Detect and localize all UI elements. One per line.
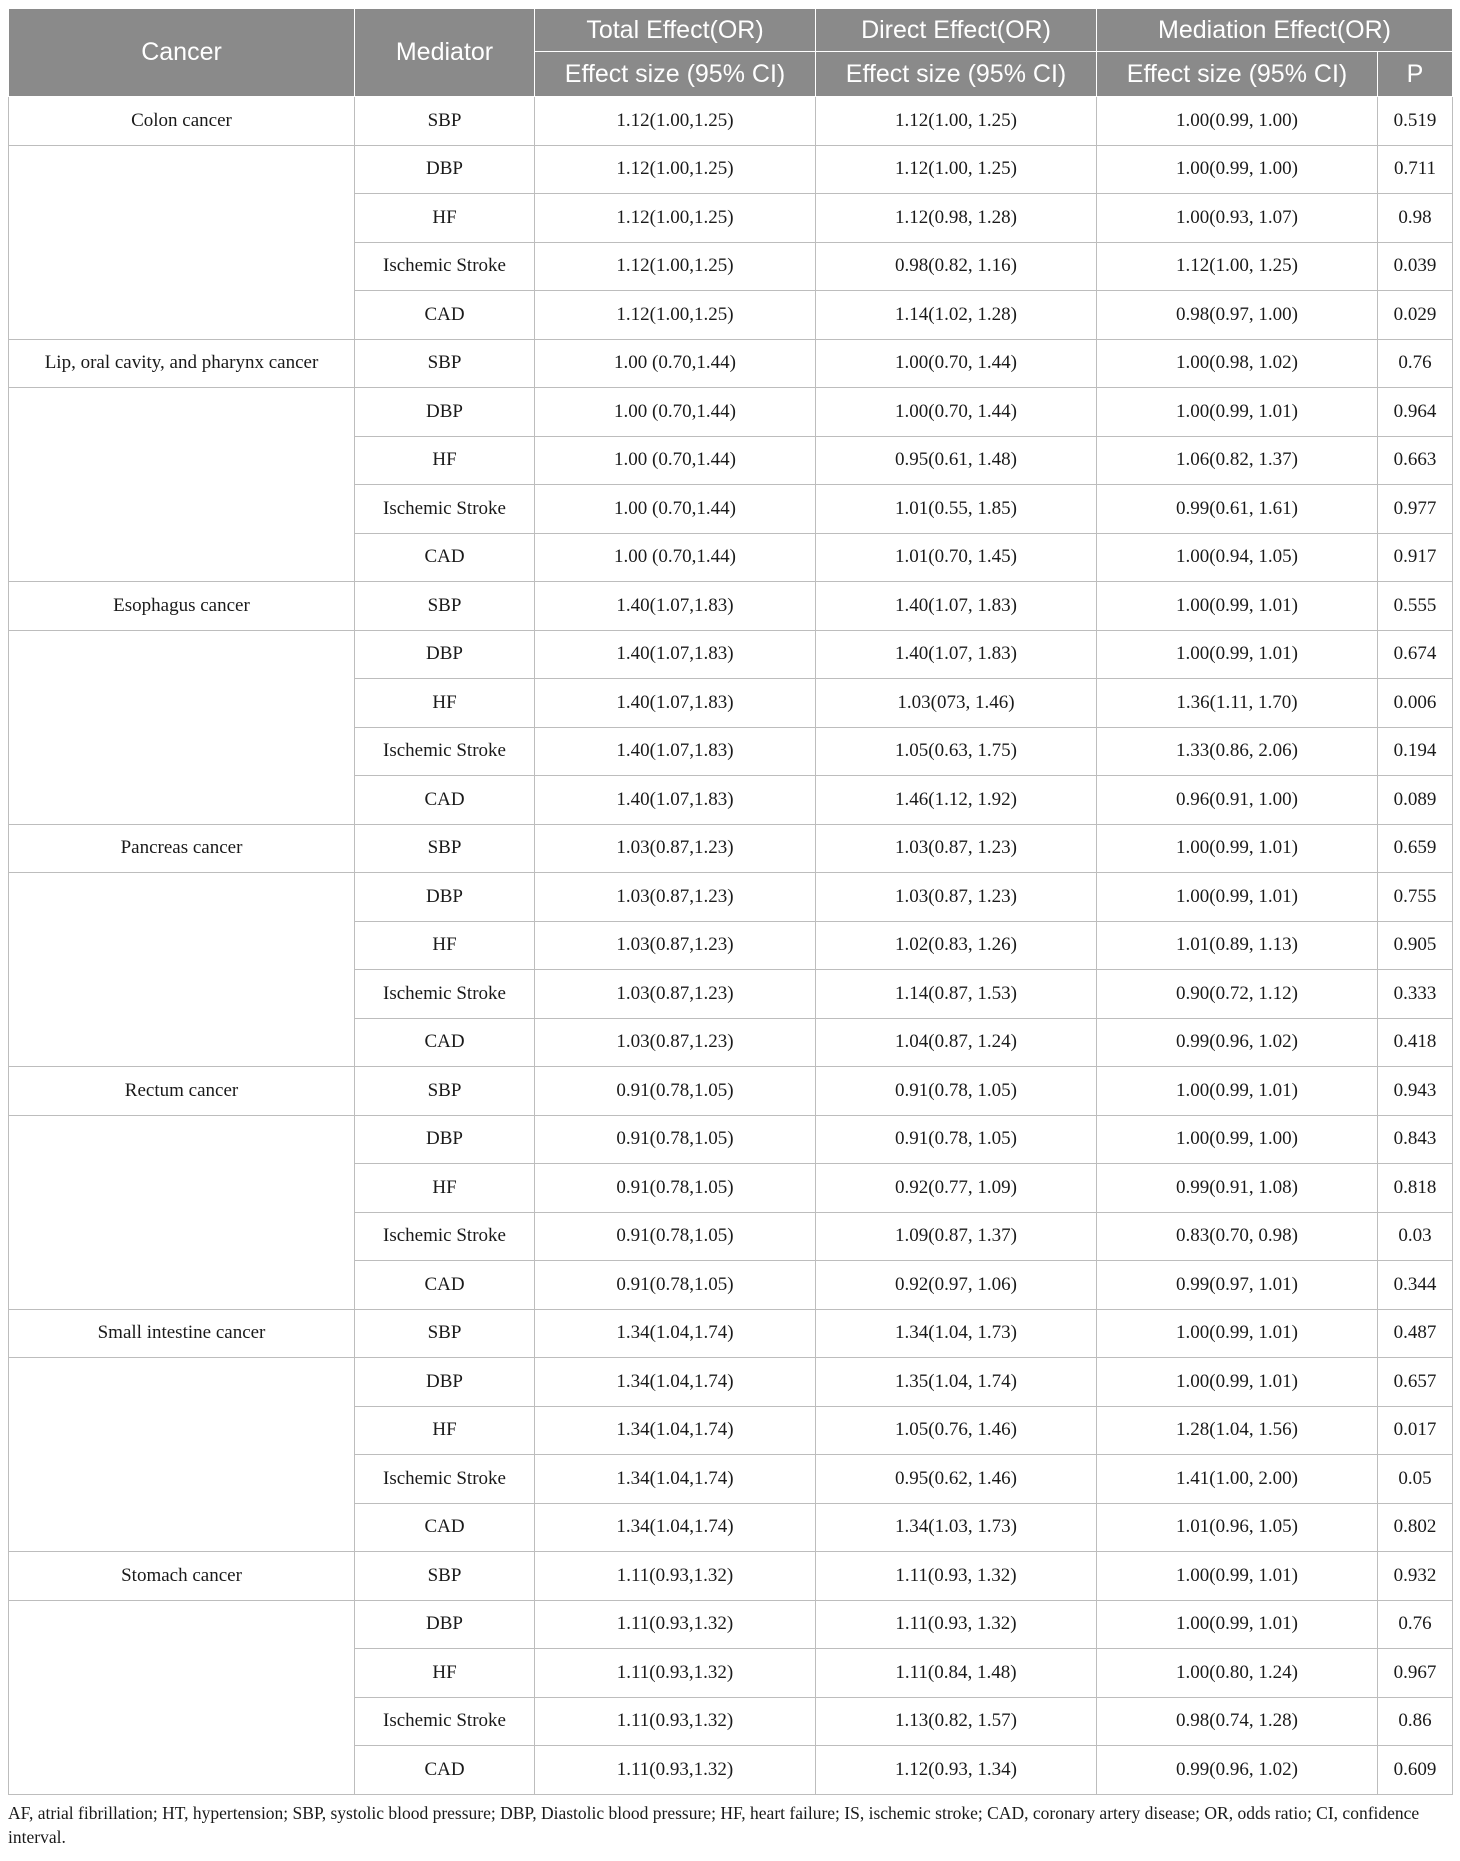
total-effect-cell: 1.11(0.93,1.32) [535,1600,816,1649]
p-value-cell: 0.905 [1378,921,1453,970]
direct-effect-cell: 1.11(0.93, 1.32) [816,1552,1097,1601]
total-effect-cell: 1.40(1.07,1.83) [535,630,816,679]
mediator-cell: Ischemic Stroke [355,970,535,1019]
mediation-effect-cell: 1.28(1.04, 1.56) [1097,1406,1378,1455]
mediation-effect-cell: 1.00(0.99, 1.00) [1097,145,1378,194]
total-effect-cell: 1.00 (0.70,1.44) [535,436,816,485]
cancer-cell [9,533,355,582]
table-row [9,1018,1453,1067]
mediation-effect-cell: 1.00(0.99, 1.01) [1097,1067,1378,1116]
total-effect-cell: 1.11(0.93,1.32) [535,1552,816,1601]
cancer-cell [9,1261,355,1310]
header-p: P [1378,52,1453,97]
table-row [9,97,1453,146]
total-effect-cell: 0.91(0.78,1.05) [535,1067,816,1116]
mediation-effect-cell: 0.98(0.97, 1.00) [1097,291,1378,340]
p-value-cell: 0.344 [1378,1261,1453,1310]
mediation-effect-cell: 1.00(0.99, 1.00) [1097,97,1378,146]
p-value-cell: 0.932 [1378,1552,1453,1601]
total-effect-cell: 1.03(0.87,1.23) [535,970,816,1019]
table-row [9,485,1453,534]
mediator-cell: CAD [355,533,535,582]
total-effect-cell: 1.00 (0.70,1.44) [535,533,816,582]
mediator-cell: CAD [355,1018,535,1067]
p-value-cell: 0.98 [1378,194,1453,243]
table-row [9,1455,1453,1504]
total-effect-cell: 0.91(0.78,1.05) [535,1115,816,1164]
table-row [9,242,1453,291]
table-row [9,339,1453,388]
total-effect-cell: 1.12(1.00,1.25) [535,194,816,243]
total-effect-cell: 1.34(1.04,1.74) [535,1455,816,1504]
mediation-effect-cell: 1.00(0.99, 1.01) [1097,1600,1378,1649]
p-value-cell: 0.843 [1378,1115,1453,1164]
total-effect-cell: 1.00 (0.70,1.44) [535,388,816,437]
table-row [9,1115,1453,1164]
total-effect-cell: 1.40(1.07,1.83) [535,727,816,776]
p-value-cell: 0.818 [1378,1164,1453,1213]
cancer-cell [9,1358,355,1407]
mediator-cell: Ischemic Stroke [355,1455,535,1504]
mediation-effect-cell: 0.99(0.61, 1.61) [1097,485,1378,534]
mediation-effect-cell: 1.00(0.98, 1.02) [1097,339,1378,388]
mediator-cell: DBP [355,630,535,679]
cancer-cell [9,873,355,922]
mediation-effect-cell: 1.00(0.99, 1.01) [1097,630,1378,679]
direct-effect-cell: 0.91(0.78, 1.05) [816,1115,1097,1164]
total-effect-cell: 1.03(0.87,1.23) [535,824,816,873]
header-direct-effect-size: Effect size (95% CI) [816,52,1097,97]
total-effect-cell: 1.12(1.00,1.25) [535,242,816,291]
p-value-cell: 0.418 [1378,1018,1453,1067]
mediation-effect-cell: 1.00(0.99, 1.01) [1097,1552,1378,1601]
table-row [9,194,1453,243]
p-value-cell: 0.609 [1378,1746,1453,1795]
p-value-cell: 0.802 [1378,1503,1453,1552]
table-row [9,1600,1453,1649]
mediation-effect-cell: 1.00(0.99, 1.01) [1097,873,1378,922]
p-value-cell: 0.519 [1378,97,1453,146]
p-value-cell: 0.659 [1378,824,1453,873]
p-value-cell: 0.029 [1378,291,1453,340]
direct-effect-cell: 1.01(0.70, 1.45) [816,533,1097,582]
cancer-cell [9,1600,355,1649]
cancer-cell [9,1455,355,1504]
total-effect-cell: 1.03(0.87,1.23) [535,1018,816,1067]
direct-effect-cell: 0.92(0.97, 1.06) [816,1261,1097,1310]
mediation-effect-cell: 0.99(0.96, 1.02) [1097,1018,1378,1067]
mediator-cell: Ischemic Stroke [355,1697,535,1746]
p-value-cell: 0.76 [1378,1600,1453,1649]
mediator-cell: HF [355,1406,535,1455]
cancer-cell [9,970,355,1019]
p-value-cell: 0.967 [1378,1649,1453,1698]
table-row [9,679,1453,728]
p-value-cell: 0.977 [1378,485,1453,534]
header-mediator: Mediator [355,9,535,97]
mediator-cell: DBP [355,1115,535,1164]
p-value-cell: 0.711 [1378,145,1453,194]
mediation-effect-cell: 1.01(0.89, 1.13) [1097,921,1378,970]
table-row [9,970,1453,1019]
cancer-cell [9,776,355,825]
direct-effect-cell: 1.05(0.76, 1.46) [816,1406,1097,1455]
mediation-effect-cell: 1.00(0.93, 1.07) [1097,194,1378,243]
mediator-cell: SBP [355,97,535,146]
direct-effect-cell: 1.12(1.00, 1.25) [816,97,1097,146]
mediator-cell: DBP [355,145,535,194]
header-direct-effect: Direct Effect(OR) [816,9,1097,52]
mediator-cell: Ischemic Stroke [355,485,535,534]
mediation-effect-cell: 1.01(0.96, 1.05) [1097,1503,1378,1552]
cancer-cell [9,1503,355,1552]
mediation-effect-cell: 1.41(1.00, 2.00) [1097,1455,1378,1504]
direct-effect-cell: 1.14(1.02, 1.28) [816,291,1097,340]
total-effect-cell: 1.34(1.04,1.74) [535,1358,816,1407]
cancer-cell [9,388,355,437]
mediation-effect-cell: 0.99(0.97, 1.01) [1097,1261,1378,1310]
header-mediation-effect: Mediation Effect(OR) [1097,9,1453,52]
cancer-cell [9,679,355,728]
table-row [9,291,1453,340]
cancer-cell [9,145,355,194]
direct-effect-cell: 1.40(1.07, 1.83) [816,630,1097,679]
total-effect-cell: 0.91(0.78,1.05) [535,1261,816,1310]
total-effect-cell: 1.11(0.93,1.32) [535,1697,816,1746]
total-effect-cell: 1.03(0.87,1.23) [535,921,816,970]
direct-effect-cell: 0.92(0.77, 1.09) [816,1164,1097,1213]
p-value-cell: 0.03 [1378,1212,1453,1261]
direct-effect-cell: 1.34(1.04, 1.73) [816,1309,1097,1358]
direct-effect-cell: 1.00(0.70, 1.44) [816,339,1097,388]
p-value-cell: 0.006 [1378,679,1453,728]
mediator-cell: HF [355,436,535,485]
p-value-cell: 0.76 [1378,339,1453,388]
mediation-effect-cell: 0.90(0.72, 1.12) [1097,970,1378,1019]
table-row [9,1164,1453,1213]
mediator-cell: Ischemic Stroke [355,242,535,291]
table-row [9,533,1453,582]
mediator-cell: HF [355,921,535,970]
table-row [9,873,1453,922]
p-value-cell: 0.663 [1378,436,1453,485]
direct-effect-cell: 0.98(0.82, 1.16) [816,242,1097,291]
p-value-cell: 0.194 [1378,727,1453,776]
mediator-cell: SBP [355,582,535,631]
cancer-cell: Colon cancer [9,97,355,146]
p-value-cell: 0.333 [1378,970,1453,1019]
p-value-cell: 0.755 [1378,873,1453,922]
direct-effect-cell: 1.12(0.93, 1.34) [816,1746,1097,1795]
cancer-cell [9,436,355,485]
cancer-cell [9,1115,355,1164]
total-effect-cell: 0.91(0.78,1.05) [535,1164,816,1213]
direct-effect-cell: 1.02(0.83, 1.26) [816,921,1097,970]
p-value-cell: 0.943 [1378,1067,1453,1116]
direct-effect-cell: 1.11(0.93, 1.32) [816,1600,1097,1649]
table-row [9,1261,1453,1310]
p-value-cell: 0.089 [1378,776,1453,825]
table-row [9,776,1453,825]
mediation-effect-cell: 1.00(0.99, 1.00) [1097,1115,1378,1164]
mediator-cell: SBP [355,339,535,388]
mediator-cell: DBP [355,1600,535,1649]
direct-effect-cell: 0.95(0.61, 1.48) [816,436,1097,485]
mediator-cell: HF [355,1164,535,1213]
table-header [9,9,1453,97]
mediation-effect-cell: 1.00(0.99, 1.01) [1097,824,1378,873]
direct-effect-cell: 0.95(0.62, 1.46) [816,1455,1097,1504]
header-total-effect-size: Effect size (95% CI) [535,52,816,97]
total-effect-cell: 1.12(1.00,1.25) [535,145,816,194]
mediation-effect-cell: 1.00(0.99, 1.01) [1097,582,1378,631]
mediation-effect-cell: 0.99(0.91, 1.08) [1097,1164,1378,1213]
mediator-cell: SBP [355,1552,535,1601]
mediator-cell: CAD [355,1746,535,1795]
mediator-cell: CAD [355,776,535,825]
total-effect-cell: 1.12(1.00,1.25) [535,97,816,146]
table-row [9,1212,1453,1261]
table-row [9,1309,1453,1358]
mediator-cell: CAD [355,1261,535,1310]
direct-effect-cell: 1.11(0.84, 1.48) [816,1649,1097,1698]
table-row [9,727,1453,776]
direct-effect-cell: 1.40(1.07, 1.83) [816,582,1097,631]
cancer-cell [9,1697,355,1746]
mediator-cell: DBP [355,388,535,437]
direct-effect-cell: 1.03(0.87, 1.23) [816,873,1097,922]
mediation-effect-cell: 1.33(0.86, 2.06) [1097,727,1378,776]
total-effect-cell: 1.11(0.93,1.32) [535,1649,816,1698]
mediation-effect-cell: 1.06(0.82, 1.37) [1097,436,1378,485]
cancer-cell [9,921,355,970]
total-effect-cell: 1.40(1.07,1.83) [535,582,816,631]
mediation-effect-cell: 1.00(0.99, 1.01) [1097,1309,1378,1358]
mediation-effect-cell: 1.12(1.00, 1.25) [1097,242,1378,291]
direct-effect-cell: 1.46(1.12, 1.92) [816,776,1097,825]
cancer-cell: Pancreas cancer [9,824,355,873]
mediation-table [8,8,1453,1795]
mediator-cell: CAD [355,291,535,340]
mediator-cell: HF [355,194,535,243]
table-footnote: AF, atrial fibrillation; HT, hypertension; SBP, systolic blood pressure; DBP, Diastolic blood pressure; HF, heart failure; IS, ischemic stroke; CAD, coronary artery disease; OR, odds ratio; CI, confidence interval. [8,1802,1420,1847]
cancer-cell: Rectum cancer [9,1067,355,1116]
total-effect-cell: 1.40(1.07,1.83) [535,776,816,825]
table-container [8,8,1452,1849]
direct-effect-cell: 1.14(0.87, 1.53) [816,970,1097,1019]
table-row [9,1503,1453,1552]
mediator-cell: SBP [355,1067,535,1116]
table-row [9,1649,1453,1698]
total-effect-cell: 1.00 (0.70,1.44) [535,339,816,388]
direct-effect-cell: 0.91(0.78, 1.05) [816,1067,1097,1116]
p-value-cell: 0.017 [1378,1406,1453,1455]
p-value-cell: 0.657 [1378,1358,1453,1407]
cancer-cell [9,1746,355,1795]
table-row [9,1067,1453,1116]
cancer-cell [9,242,355,291]
mediator-cell: SBP [355,824,535,873]
mediator-cell: HF [355,1649,535,1698]
table-row [9,388,1453,437]
p-value-cell: 0.674 [1378,630,1453,679]
cancer-cell [9,1649,355,1698]
total-effect-cell: 1.34(1.04,1.74) [535,1309,816,1358]
mediation-effect-cell: 1.00(0.99, 1.01) [1097,388,1378,437]
mediator-cell: Ischemic Stroke [355,727,535,776]
mediator-cell: Ischemic Stroke [355,1212,535,1261]
header-total-effect: Total Effect(OR) [535,9,816,52]
cancer-cell [9,1406,355,1455]
table-row [9,1406,1453,1455]
cancer-cell [9,1212,355,1261]
total-effect-cell: 1.12(1.00,1.25) [535,291,816,340]
direct-effect-cell: 1.04(0.87, 1.24) [816,1018,1097,1067]
cancer-cell: Esophagus cancer [9,582,355,631]
table-row [9,1746,1453,1795]
direct-effect-cell: 1.12(1.00, 1.25) [816,145,1097,194]
total-effect-cell: 1.34(1.04,1.74) [535,1406,816,1455]
mediator-cell: HF [355,679,535,728]
cancer-cell: Small intestine cancer [9,1309,355,1358]
cancer-cell [9,1018,355,1067]
direct-effect-cell: 1.01(0.55, 1.85) [816,485,1097,534]
total-effect-cell: 1.03(0.87,1.23) [535,873,816,922]
cancer-cell [9,485,355,534]
cancer-cell [9,291,355,340]
cancer-cell [9,1164,355,1213]
mediation-effect-cell: 1.36(1.11, 1.70) [1097,679,1378,728]
table-body [9,97,1453,1795]
total-effect-cell: 1.40(1.07,1.83) [535,679,816,728]
table-row [9,145,1453,194]
direct-effect-cell: 1.34(1.03, 1.73) [816,1503,1097,1552]
p-value-cell: 0.917 [1378,533,1453,582]
table-row [9,1697,1453,1746]
mediation-effect-cell: 0.83(0.70, 0.98) [1097,1212,1378,1261]
direct-effect-cell: 1.09(0.87, 1.37) [816,1212,1097,1261]
table-row [9,630,1453,679]
cancer-cell [9,194,355,243]
total-effect-cell: 1.00 (0.70,1.44) [535,485,816,534]
direct-effect-cell: 1.03(073, 1.46) [816,679,1097,728]
p-value-cell: 0.05 [1378,1455,1453,1504]
direct-effect-cell: 1.13(0.82, 1.57) [816,1697,1097,1746]
cancer-cell: Lip, oral cavity, and pharynx cancer [9,339,355,388]
mediation-effect-cell: 1.00(0.99, 1.01) [1097,1358,1378,1407]
mediation-effect-cell: 1.00(0.80, 1.24) [1097,1649,1378,1698]
direct-effect-cell: 1.12(0.98, 1.28) [816,194,1097,243]
header-mediation-effect-size: Effect size (95% CI) [1097,52,1378,97]
direct-effect-cell: 1.00(0.70, 1.44) [816,388,1097,437]
p-value-cell: 0.86 [1378,1697,1453,1746]
table-row [9,436,1453,485]
table-row [9,921,1453,970]
cancer-cell [9,727,355,776]
mediation-effect-cell: 1.00(0.94, 1.05) [1097,533,1378,582]
mediator-cell: CAD [355,1503,535,1552]
mediation-effect-cell: 0.96(0.91, 1.00) [1097,776,1378,825]
direct-effect-cell: 1.03(0.87, 1.23) [816,824,1097,873]
p-value-cell: 0.487 [1378,1309,1453,1358]
cancer-cell [9,630,355,679]
total-effect-cell: 0.91(0.78,1.05) [535,1212,816,1261]
direct-effect-cell: 1.05(0.63, 1.75) [816,727,1097,776]
table-row [9,1552,1453,1601]
cancer-cell: Stomach cancer [9,1552,355,1601]
table-row [9,582,1453,631]
p-value-cell: 0.964 [1378,388,1453,437]
header-cancer: Cancer [9,9,355,97]
mediator-cell: SBP [355,1309,535,1358]
mediation-effect-cell: 0.99(0.96, 1.02) [1097,1746,1378,1795]
p-value-cell: 0.555 [1378,582,1453,631]
mediator-cell: DBP [355,1358,535,1407]
mediator-cell: DBP [355,873,535,922]
table-row [9,824,1453,873]
p-value-cell: 0.039 [1378,242,1453,291]
mediation-effect-cell: 0.98(0.74, 1.28) [1097,1697,1378,1746]
total-effect-cell: 1.11(0.93,1.32) [535,1746,816,1795]
table-row [9,1358,1453,1407]
total-effect-cell: 1.34(1.04,1.74) [535,1503,816,1552]
direct-effect-cell: 1.35(1.04, 1.74) [816,1358,1097,1407]
